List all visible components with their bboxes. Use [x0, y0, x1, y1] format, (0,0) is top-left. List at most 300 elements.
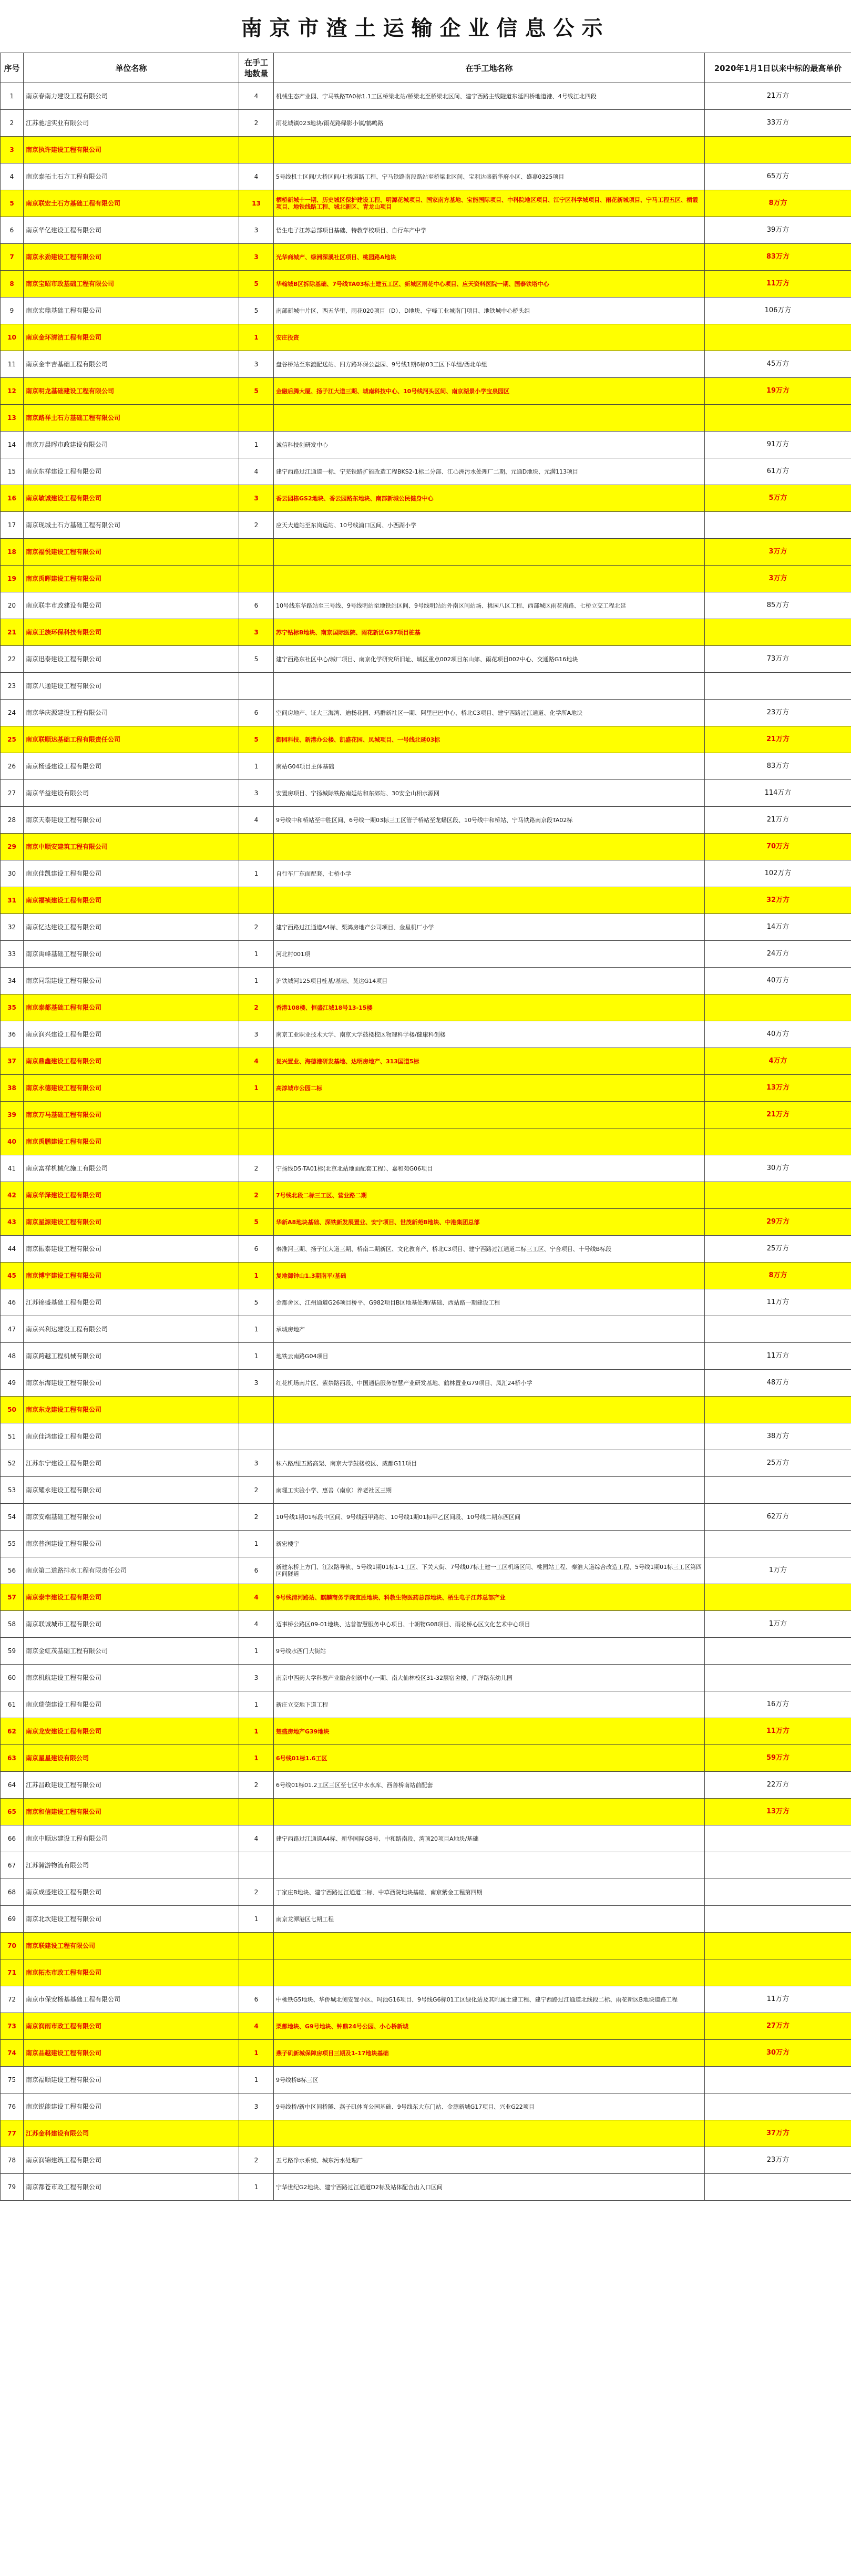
sites-cell: 燕子矶新城保障房项目三期及1-17地块基础	[274, 2040, 705, 2067]
name-cell: 南京现城土石方基础工程有限公司	[24, 512, 239, 539]
sites-cell: 南京中西药大学科教产业融合创新中心一期、南大仙林校区31-32层宿舍楼、广洋路东幼儿园	[274, 1665, 705, 1691]
table-row	[1, 163, 851, 190]
name-cell: 南京金丰吉基础工程有限公司	[24, 351, 239, 378]
table-row	[1, 1852, 851, 1879]
idx-cell: 75	[1, 2067, 24, 2093]
price-cell: 19万方	[705, 378, 851, 405]
table-row	[1, 1906, 851, 1933]
sites-cell: 华翰城B区拆除基础、7号线TA03标土建五工区、新城区雨花中心项目、应天资料医院一期、国泰铁塔中心	[274, 271, 705, 297]
name-cell: 南京华益建设有限公司	[24, 780, 239, 807]
table-row	[1, 753, 851, 780]
name-cell: 南京路祥土石方基础工程有限公司	[24, 405, 239, 432]
sites-cell: 南部新城中片区、西五华里、雨花020项目（D）、D地块、宁峰工业城南门项目、地铁城中心桥头组	[274, 297, 705, 324]
sites-cell: 迈事桥公路区09-01地块、达普智慧服务中心项目、十朝物G08项目、雨花桥心区文化艺术中心项目	[274, 1611, 705, 1638]
table-row	[1, 137, 851, 163]
name-cell: 南京福祯建设工程有限公司	[24, 887, 239, 914]
count-cell: 1	[239, 941, 274, 968]
idx-cell: 1	[1, 83, 24, 110]
sites-cell: 雨花城镇023地块/雨花路绿影小镇/鹤鸣路	[274, 110, 705, 137]
count-cell: 1	[239, 1691, 274, 1718]
name-cell: 南京明龙基础建设工程有限公司	[24, 378, 239, 405]
idx-cell: 50	[1, 1397, 24, 1423]
name-cell: 南京普润建设工程有限公司	[24, 1531, 239, 1557]
name-cell: 南京华庆源建设工程有限公司	[24, 700, 239, 726]
price-cell: 91万方	[705, 432, 851, 458]
count-cell	[239, 1852, 274, 1879]
price-cell: 45万方	[705, 351, 851, 378]
table-row	[1, 2067, 851, 2093]
table-row	[1, 914, 851, 941]
name-cell: 南京耀永建设工程有限公司	[24, 1477, 239, 1504]
count-cell: 5	[239, 297, 274, 324]
idx-cell: 33	[1, 941, 24, 968]
sites-cell	[274, 566, 705, 592]
price-cell: 13万方	[705, 1075, 851, 1102]
price-cell: 22万方	[705, 1772, 851, 1799]
count-cell: 1	[239, 860, 274, 887]
table-row	[1, 2147, 851, 2174]
count-cell	[239, 1959, 274, 1986]
name-cell: 南京和信建设工程有限公司	[24, 1799, 239, 1825]
sites-cell: 新庄立交地下道工程	[274, 1691, 705, 1718]
name-cell: 南京跨越工程机械有限公司	[24, 1343, 239, 1370]
idx-cell: 28	[1, 807, 24, 834]
price-cell: 21万方	[705, 726, 851, 753]
price-cell: 48万方	[705, 1370, 851, 1397]
table-row	[1, 1182, 851, 1209]
name-cell: 南京北坎建设工程有限公司	[24, 1906, 239, 1933]
idx-cell: 44	[1, 1236, 24, 1263]
sites-cell	[274, 887, 705, 914]
sites-cell	[274, 405, 705, 432]
table-row	[1, 1075, 851, 1102]
sites-cell: 建宁西路过江通道A4标、新华国际G8号、中和路南段、湾顶20项目A地块/基础	[274, 1825, 705, 1852]
sites-cell: 宁华世纪G2地块、建宁西路过江通道D2标及站体配合出入口区间	[274, 2174, 705, 2201]
table-row	[1, 1316, 851, 1343]
price-cell: 83万方	[705, 753, 851, 780]
table-row	[1, 297, 851, 324]
table-row	[1, 1397, 851, 1423]
idx-cell: 3	[1, 137, 24, 163]
price-cell: 8万方	[705, 1263, 851, 1289]
price-cell: 16万方	[705, 1691, 851, 1718]
name-cell: 南京安端基础工程有限公司	[24, 1504, 239, 1531]
price-cell	[705, 1477, 851, 1504]
table-row	[1, 1745, 851, 1772]
count-cell: 1	[239, 1531, 274, 1557]
name-cell: 南京兴利达建设工程有限公司	[24, 1316, 239, 1343]
count-cell	[239, 834, 274, 860]
price-cell: 21万方	[705, 1102, 851, 1128]
sites-cell: 秦淮河三期、扬子江大道三期、桥南二期新区、文化教育产、桥北C3项目、建宁西路过江通道二标三工区、宁合项目、十号线B标段	[274, 1236, 705, 1263]
idx-cell: 64	[1, 1772, 24, 1799]
name-cell: 南京宏鼎基础工程有限公司	[24, 297, 239, 324]
idx-cell: 73	[1, 2013, 24, 2040]
table-row	[1, 1611, 851, 1638]
price-cell: 5万方	[705, 485, 851, 512]
sites-cell: 空间房地产、证大三海湾、迪杨花园、玛群新社区一期、阿里巴巴中心、桥北C3项目、建宁西路过江通道、化学所A地块	[274, 700, 705, 726]
table-row	[1, 887, 851, 914]
price-cell	[705, 1665, 851, 1691]
table-row	[1, 1691, 851, 1718]
idx-cell: 62	[1, 1718, 24, 1745]
sites-cell: 复地御钟山1.3期南平/基础	[274, 1263, 705, 1289]
table-row	[1, 1343, 851, 1370]
count-cell	[239, 1128, 274, 1155]
idx-cell: 8	[1, 271, 24, 297]
name-cell: 南京八通建设工程有限公司	[24, 673, 239, 700]
sites-cell: 9号线中和桥站至中胜区间、6号线一期03标三工区管子桥站至龙蟠区段、10号线中和桥站、宁马铁路南京段TA02标	[274, 807, 705, 834]
sites-cell: 五号路净水系统、城东污水处理厂	[274, 2147, 705, 2174]
count-cell: 1	[239, 1906, 274, 1933]
idx-cell: 13	[1, 405, 24, 432]
sites-cell: 金融后腾大厦、扬子江大道三期、城南科技中心、10号线河头区间、南京湖景小学宝泉园区	[274, 378, 705, 405]
count-cell: 2	[239, 1879, 274, 1906]
name-cell: 南京振泰建设工程有限公司	[24, 1236, 239, 1263]
price-cell: 25万方	[705, 1236, 851, 1263]
name-cell: 南京鼎鑫建设工程有限公司	[24, 1048, 239, 1075]
sites-cell: 5号线机士区间/大桥区间/七桥道路工程、宁马铁路南段路站至桥梁北区间、宝利达盛新华府小区、盛嘉0325项目	[274, 163, 705, 190]
table-row	[1, 673, 851, 700]
sites-cell: 御园科技、新港办公楼、凯盛花园、凤城项目、一号线北延03标	[274, 726, 705, 753]
table-row	[1, 860, 851, 887]
table-row	[1, 324, 851, 351]
name-cell: 南京联丰市政建设有限公司	[24, 592, 239, 619]
idx-cell: 4	[1, 163, 24, 190]
table-row	[1, 2093, 851, 2120]
idx-cell: 18	[1, 539, 24, 566]
count-cell: 4	[239, 1584, 274, 1611]
price-cell	[705, 1182, 851, 1209]
price-cell: 23万方	[705, 2147, 851, 2174]
table-row	[1, 432, 851, 458]
price-cell: 11万方	[705, 1718, 851, 1745]
count-cell: 1	[239, 753, 274, 780]
sites-cell: 10号线1期01标段中区间、9号线西甲路站、10号线1期01标甲乙区间段、10号线二期东西区间	[274, 1504, 705, 1531]
name-cell: 南京金虹茂基础工程有限公司	[24, 1638, 239, 1665]
count-cell: 3	[239, 485, 274, 512]
idx-cell: 12	[1, 378, 24, 405]
sites-cell: 安置房项目、宁扬城际铁路南延站和东郊站、30安全山相水源网	[274, 780, 705, 807]
sites-cell: 栗都地块、G9号地块、钟鼎24号公园、小心桥新城	[274, 2013, 705, 2040]
name-cell: 南京机航建设工程有限公司	[24, 1665, 239, 1691]
count-cell: 2	[239, 1504, 274, 1531]
company-table	[0, 53, 851, 2201]
count-cell: 6	[239, 592, 274, 619]
idx-cell: 46	[1, 1289, 24, 1316]
price-cell: 11万方	[705, 1986, 851, 2013]
price-cell	[705, 1825, 851, 1852]
count-cell: 2	[239, 914, 274, 941]
name-cell: 南京福顺建设工程有限公司	[24, 2067, 239, 2093]
price-cell	[705, 405, 851, 432]
table-row	[1, 1933, 851, 1959]
table-row	[1, 1772, 851, 1799]
header-count: 在手工地数量	[239, 53, 274, 83]
sites-cell	[274, 1397, 705, 1423]
sites-cell	[274, 1102, 705, 1128]
sites-cell: 悟生电子江苏总部项目基础、特教学校项目、自行车产中学	[274, 217, 705, 244]
price-cell: 30万方	[705, 1155, 851, 1182]
idx-cell: 5	[1, 190, 24, 217]
sites-cell: 红花机场南片区、紫禁路西段、中国通信服务智慧产业研发基地、鹤林置业G79项目、凤汇24桥小学	[274, 1370, 705, 1397]
sites-cell: 南京工业职业技术大学、南京大学鼓楼校区物理科学楼/健康科创楼	[274, 1021, 705, 1048]
count-cell: 1	[239, 1745, 274, 1772]
price-cell	[705, 324, 851, 351]
table-row	[1, 110, 851, 137]
sites-cell: 光华商城产、绿洲深溪社区项目、桃园路A地块	[274, 244, 705, 271]
price-cell: 24万方	[705, 941, 851, 968]
idx-cell: 57	[1, 1584, 24, 1611]
table-row	[1, 726, 851, 753]
sites-cell: 10号线东华路站至三号线、9号线明站至地铁站区间、9号线明站站外南区间站场、桃园八区工程、西部城区雨花南路、七桥立交工程北延	[274, 592, 705, 619]
name-cell: 南京星源建设工程有限公司	[24, 1209, 239, 1236]
table-row	[1, 1986, 851, 2013]
name-cell: 南京中顺达建设工程有限公司	[24, 1825, 239, 1852]
price-cell: 11万方	[705, 1343, 851, 1370]
price-cell	[705, 619, 851, 646]
idx-cell: 21	[1, 619, 24, 646]
count-cell: 1	[239, 2174, 274, 2201]
price-cell	[705, 1128, 851, 1155]
price-cell: 21万方	[705, 807, 851, 834]
name-cell: 南京万马基础工程有限公司	[24, 1102, 239, 1128]
idx-cell: 6	[1, 217, 24, 244]
price-cell: 83万方	[705, 244, 851, 271]
count-cell: 3	[239, 244, 274, 271]
price-cell: 3万方	[705, 539, 851, 566]
idx-cell: 24	[1, 700, 24, 726]
idx-cell: 25	[1, 726, 24, 753]
idx-cell: 29	[1, 834, 24, 860]
name-cell: 南京佳鸿建设工程有限公司	[24, 1423, 239, 1450]
table-body	[1, 83, 851, 2201]
price-cell: 40万方	[705, 1021, 851, 1048]
sites-cell	[274, 1959, 705, 1986]
idx-cell: 43	[1, 1209, 24, 1236]
table-row	[1, 700, 851, 726]
idx-cell: 67	[1, 1852, 24, 1879]
table-row	[1, 1504, 851, 1531]
table-row	[1, 1289, 851, 1316]
name-cell: 南京都苍市政工程有限公司	[24, 2174, 239, 2201]
count-cell	[239, 405, 274, 432]
table-row	[1, 1155, 851, 1182]
idx-cell: 26	[1, 753, 24, 780]
idx-cell: 2	[1, 110, 24, 137]
name-cell: 南京联顺达基础工程有限责任公司	[24, 726, 239, 753]
count-cell	[239, 1933, 274, 1959]
sites-cell: 复兴置业、海德港研发基地、达明房地产、313国道5标	[274, 1048, 705, 1075]
name-cell: 南京金环清洁工程有限公司	[24, 324, 239, 351]
idx-cell: 52	[1, 1450, 24, 1477]
table-row	[1, 405, 851, 432]
sites-cell: 沪铁城河125项目桩基/基础、莫达G14项目	[274, 968, 705, 994]
header-name: 单位名称	[24, 53, 239, 83]
idx-cell: 17	[1, 512, 24, 539]
sites-cell: 河北村001项	[274, 941, 705, 968]
name-cell: 南京王族环保科技有限公司	[24, 619, 239, 646]
count-cell: 2	[239, 110, 274, 137]
price-cell	[705, 1879, 851, 1906]
sites-cell	[274, 1423, 705, 1450]
table-row	[1, 566, 851, 592]
sites-cell: 9号线清河路站、麒麟商务学院宜胜地块、科教生物医药总部地块、栖生电子江苏总部产业	[274, 1584, 705, 1611]
table-row	[1, 1263, 851, 1289]
name-cell: 南京禹峰基础工程有限公司	[24, 941, 239, 968]
price-cell: 30万方	[705, 2040, 851, 2067]
idx-cell: 59	[1, 1638, 24, 1665]
price-cell: 33万方	[705, 110, 851, 137]
idx-cell: 48	[1, 1343, 24, 1370]
count-cell: 4	[239, 83, 274, 110]
price-cell: 65万方	[705, 163, 851, 190]
count-cell: 1	[239, 1718, 274, 1745]
count-cell	[239, 673, 274, 700]
sites-cell: 金都舍区、江州通道G26项目桥平、G982项目B区地基处理/基础、西站路一期建设工程	[274, 1289, 705, 1316]
price-cell	[705, 1316, 851, 1343]
idx-cell: 68	[1, 1879, 24, 1906]
count-cell	[239, 1397, 274, 1423]
idx-cell: 40	[1, 1128, 24, 1155]
table-row	[1, 1102, 851, 1128]
name-cell: 南京万晨晖市政建设有限公司	[24, 432, 239, 458]
table-row	[1, 1128, 851, 1155]
idx-cell: 78	[1, 2147, 24, 2174]
name-cell: 南京佳凯建设工程有限公司	[24, 860, 239, 887]
price-cell	[705, 1852, 851, 1879]
name-cell: 南京富祥机械化施工有限公司	[24, 1155, 239, 1182]
sites-cell: 承城房地产	[274, 1316, 705, 1343]
name-cell: 南京忆达建设工程有限公司	[24, 914, 239, 941]
idx-cell: 23	[1, 673, 24, 700]
sites-cell: 安庄投资	[274, 324, 705, 351]
table-row	[1, 1879, 851, 1906]
count-cell: 1	[239, 1316, 274, 1343]
idx-cell: 31	[1, 887, 24, 914]
table-row	[1, 646, 851, 673]
price-cell	[705, 512, 851, 539]
sites-cell: 机械生态产业园、宁马铁路TA0标1.1工区桥梁北站/桥梁北至桥梁北区间、建宁西路主线隧道东延四桥地道港、4号线江北四段	[274, 83, 705, 110]
table-row	[1, 1531, 851, 1557]
table-row	[1, 1959, 851, 1986]
sites-cell	[274, 1852, 705, 1879]
sites-cell: 新宏楼宇	[274, 1531, 705, 1557]
table-row	[1, 485, 851, 512]
table-row	[1, 190, 851, 217]
price-cell	[705, 1933, 851, 1959]
price-cell	[705, 2093, 851, 2120]
count-cell	[239, 1423, 274, 1450]
table-row	[1, 1825, 851, 1852]
idx-cell: 56	[1, 1557, 24, 1584]
idx-cell: 76	[1, 2093, 24, 2120]
sites-cell	[274, 834, 705, 860]
count-cell	[239, 1102, 274, 1128]
table-row	[1, 512, 851, 539]
name-cell: 南京东海建设工程有限公司	[24, 1370, 239, 1397]
sites-cell: 香云园栋GS2地块、香云园路东地块、南部新城公民健身中心	[274, 485, 705, 512]
count-cell: 4	[239, 1825, 274, 1852]
price-cell: 14万方	[705, 914, 851, 941]
sites-cell: 建宁西路东社区中心/城厂项目、南京化学研究所旧址、城区重点002项目东山郊、雨花项目002中心、交通路G16地块	[274, 646, 705, 673]
sites-cell	[274, 1799, 705, 1825]
price-cell: 70万方	[705, 834, 851, 860]
sites-cell	[274, 2120, 705, 2147]
count-cell	[239, 539, 274, 566]
price-cell	[705, 994, 851, 1021]
count-cell: 1	[239, 432, 274, 458]
count-cell: 5	[239, 726, 274, 753]
sites-cell: 诚信科技创研发中心	[274, 432, 705, 458]
idx-cell: 27	[1, 780, 24, 807]
header-price: 2020年1月1日以来中标的最高单价	[705, 53, 851, 83]
idx-cell: 53	[1, 1477, 24, 1504]
sites-cell: 新建东桥上方门、江汉路导轨、5号线1期01标1-1工区、下关大街、7号线07标土建一工区机场区间、桃园站工程、秦淮大道综合改造工程、5号线1期01标三工区第四区间隧道	[274, 1557, 705, 1584]
price-cell	[705, 137, 851, 163]
price-cell: 13万方	[705, 1799, 851, 1825]
idx-cell: 49	[1, 1370, 24, 1397]
table-row	[1, 807, 851, 834]
table-row	[1, 2040, 851, 2067]
price-cell: 73万方	[705, 646, 851, 673]
sites-cell: 应天大道站至东岗运站、10号线浦口区间、小西湖小学	[274, 512, 705, 539]
sites-cell	[274, 137, 705, 163]
table-row	[1, 539, 851, 566]
price-cell: 61万方	[705, 458, 851, 485]
count-cell: 1	[239, 968, 274, 994]
idx-cell: 72	[1, 1986, 24, 2013]
price-cell	[705, 1531, 851, 1557]
count-cell: 6	[239, 700, 274, 726]
count-cell: 4	[239, 163, 274, 190]
count-cell: 2	[239, 1182, 274, 1209]
sites-cell: 中桃铁G5地块、华侨城北侧安置小区、玛池G16项目、9号线G6标01工区绿化站及其附属土建工程、建宁西路过江通道北线段二标、雨花新区B地块道路工程	[274, 1986, 705, 2013]
name-cell: 南京华亿建设工程有限公司	[24, 217, 239, 244]
idx-cell: 41	[1, 1155, 24, 1182]
count-cell: 2	[239, 994, 274, 1021]
price-cell: 37万方	[705, 2120, 851, 2147]
table-row	[1, 1209, 851, 1236]
idx-cell: 54	[1, 1504, 24, 1531]
table-row	[1, 619, 851, 646]
idx-cell: 79	[1, 2174, 24, 2201]
count-cell: 2	[239, 512, 274, 539]
count-cell: 3	[239, 619, 274, 646]
name-cell: 南京联宏土石方基础工程有限公司	[24, 190, 239, 217]
count-cell	[239, 566, 274, 592]
name-cell: 南京天泰建设工程有限公司	[24, 807, 239, 834]
idx-cell: 15	[1, 458, 24, 485]
name-cell: 南京杨盛建设工程有限公司	[24, 753, 239, 780]
table-row	[1, 1477, 851, 1504]
idx-cell: 10	[1, 324, 24, 351]
price-cell: 59万方	[705, 1745, 851, 1772]
idx-cell: 37	[1, 1048, 24, 1075]
count-cell	[239, 1799, 274, 1825]
name-cell: 南京永德建设工程有限公司	[24, 1075, 239, 1102]
sites-cell: 南京龙潭港区七期工程	[274, 1906, 705, 1933]
name-cell: 江苏昌政建设工程有限公司	[24, 1772, 239, 1799]
count-cell: 1	[239, 1638, 274, 1665]
idx-cell: 36	[1, 1021, 24, 1048]
sites-cell: 6号线01标01.2工区三区至七区中水水库、西善桥南站前配套	[274, 1772, 705, 1799]
count-cell: 3	[239, 1021, 274, 1048]
name-cell: 南京华泽建设工程有限公司	[24, 1182, 239, 1209]
count-cell: 13	[239, 190, 274, 217]
table-row	[1, 1799, 851, 1825]
idx-cell: 51	[1, 1423, 24, 1450]
